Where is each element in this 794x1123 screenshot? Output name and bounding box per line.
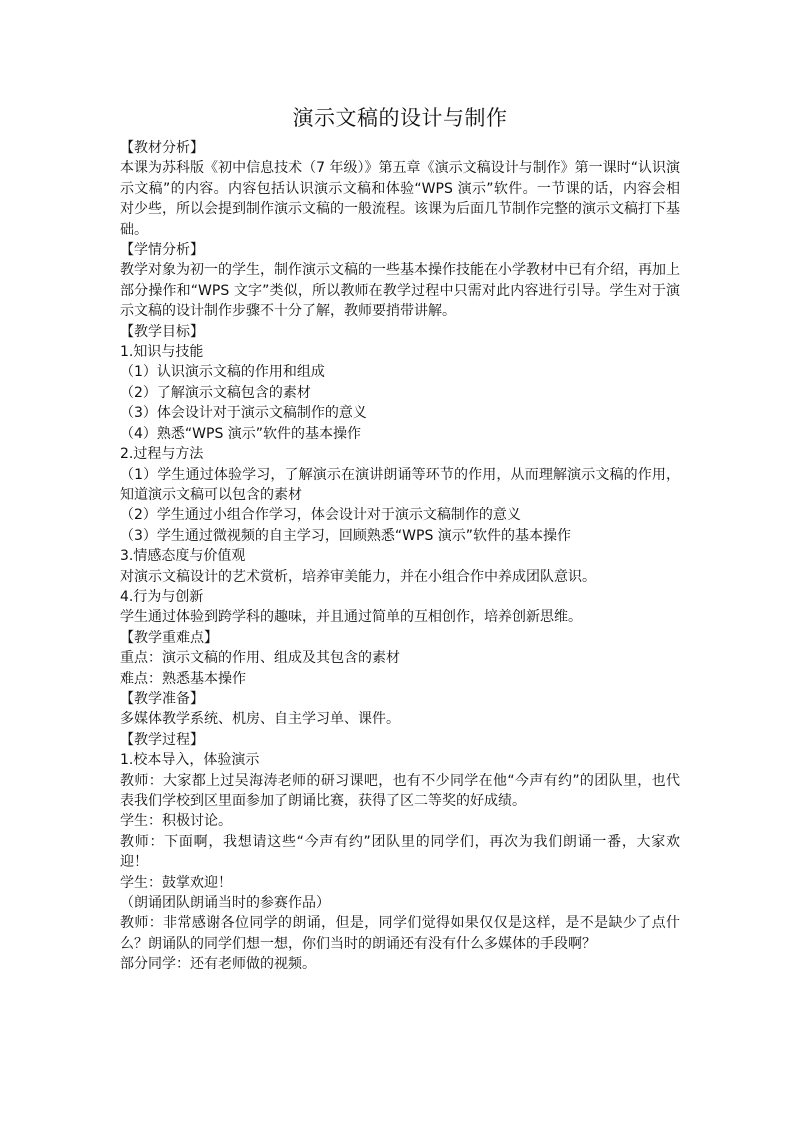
key-point-item: 重点：演示文稿的作用、组成及其包含的素材 (120, 650, 400, 667)
section-heading-preparation: 【教学准备】 (120, 690, 204, 707)
dialogue-line: 部分同学：还有老师做的视频。 (120, 956, 316, 973)
objective-item: （1）认识演示文稿的作用和组成 (120, 364, 325, 381)
paragraph-textbook-analysis: 本课为苏科版《初中信息技术（7 年级）》第五章《演示文稿设计与制作》第一课时“认识演示文稿”的内容。内容包括认识演示文稿和体验“WPS 演示”软件。一节课的话，内容会相对少些，所以会提到制作演示文稿的一般流程。该课为后面几节制作完整的演示文稿打下基础。 (120, 160, 680, 238)
section-heading-key-points: 【教学重难点】 (120, 629, 218, 646)
dialogue-line: 教师：大家都上过吴海涛老师的研习课吧，也有不少同学在他“今声有约”的团队里，也代表我们学校到区里面参加了朗诵比赛，获得了区二等奖的好成绩。 (120, 772, 680, 809)
dialogue-line: 教师：下面啊，我想请这些“今声有约”团队里的同学们，再次为我们朗诵一番，大家欢迎！ (120, 833, 680, 871)
paragraph-student-analysis: 教学对象为初一的学生，制作演示文稿的一些基本操作技能在小学教材中已有介绍，再加上部分操作和“WPS 文字”类似，所以教师在教学过程中只需对此内容进行引导。学生对于演示文稿的设计制作步骤不十分了解，教师要捎带讲解。 (120, 262, 680, 320)
difficult-point-item: 难点：熟悉基本操作 (120, 670, 246, 687)
objective-item: （2）了解演示文稿包含的素材 (120, 384, 311, 401)
objective-item: （1）学生通过体验学习，了解演示在演讲朗诵等环节的作用，从而理解演示文稿的作用，知道演示文稿可以包含的素材 (120, 466, 680, 503)
paragraph-preparation: 多媒体教学系统、机房、自主学习单、课件。 (120, 711, 400, 728)
stage-direction: （朗诵团队朗诵当时的参赛作品） (120, 895, 330, 912)
section-heading-student-analysis: 【学情分析】 (120, 242, 204, 259)
section-heading-process: 【教学过程】 (120, 731, 204, 748)
subheading-attitude-values: 3.情感态度与价值观 (120, 548, 246, 565)
dialogue-line: 学生：鼓掌欢迎！ (120, 874, 232, 891)
document-title: 演示文稿的设计与制作 (292, 106, 508, 130)
section-heading-textbook-analysis: 【教材分析】 (120, 140, 204, 156)
section-heading-objectives: 【教学目标】 (120, 323, 204, 340)
dialogue-line: 学生：积极讨论。 (120, 813, 232, 830)
objective-item: （2）学生通过小组合作学习，体会设计对于演示文稿制作的意义 (120, 507, 521, 524)
paragraph-attitude-values: 对演示文稿设计的艺术赏析，培养审美能力，并在小组合作中养成团队意识。 (120, 568, 596, 585)
subheading-introduction: 1.校本导入，体验演示 (120, 752, 260, 769)
objective-item: （4）熟悉“WPS 演示”软件的基本操作 (120, 425, 362, 442)
objective-item: （3）体会设计对于演示文稿制作的意义 (120, 405, 367, 422)
subheading-process-methods: 2.过程与方法 (120, 446, 204, 463)
subheading-behavior-innovation: 4.行为与创新 (120, 588, 204, 605)
objective-item: （3）学生通过微视频的自主学习，回顾熟悉“WPS 演示”软件的基本操作 (120, 527, 572, 544)
dialogue-line: 教师：非常感谢各位同学的朗诵，但是，同学们觉得如果仅仅是这样，是不是缺少了点什么？朗诵队的同学们想一想，你们当时的朗诵还有没有什么多媒体的手段啊？ (120, 915, 680, 952)
subheading-knowledge-skills: 1.知识与技能 (120, 344, 204, 361)
document-page (120, 104, 680, 975)
paragraph-behavior-innovation: 学生通过体验到跨学科的趣味，并且通过简单的互相创作，培养创新思维。 (120, 609, 582, 626)
